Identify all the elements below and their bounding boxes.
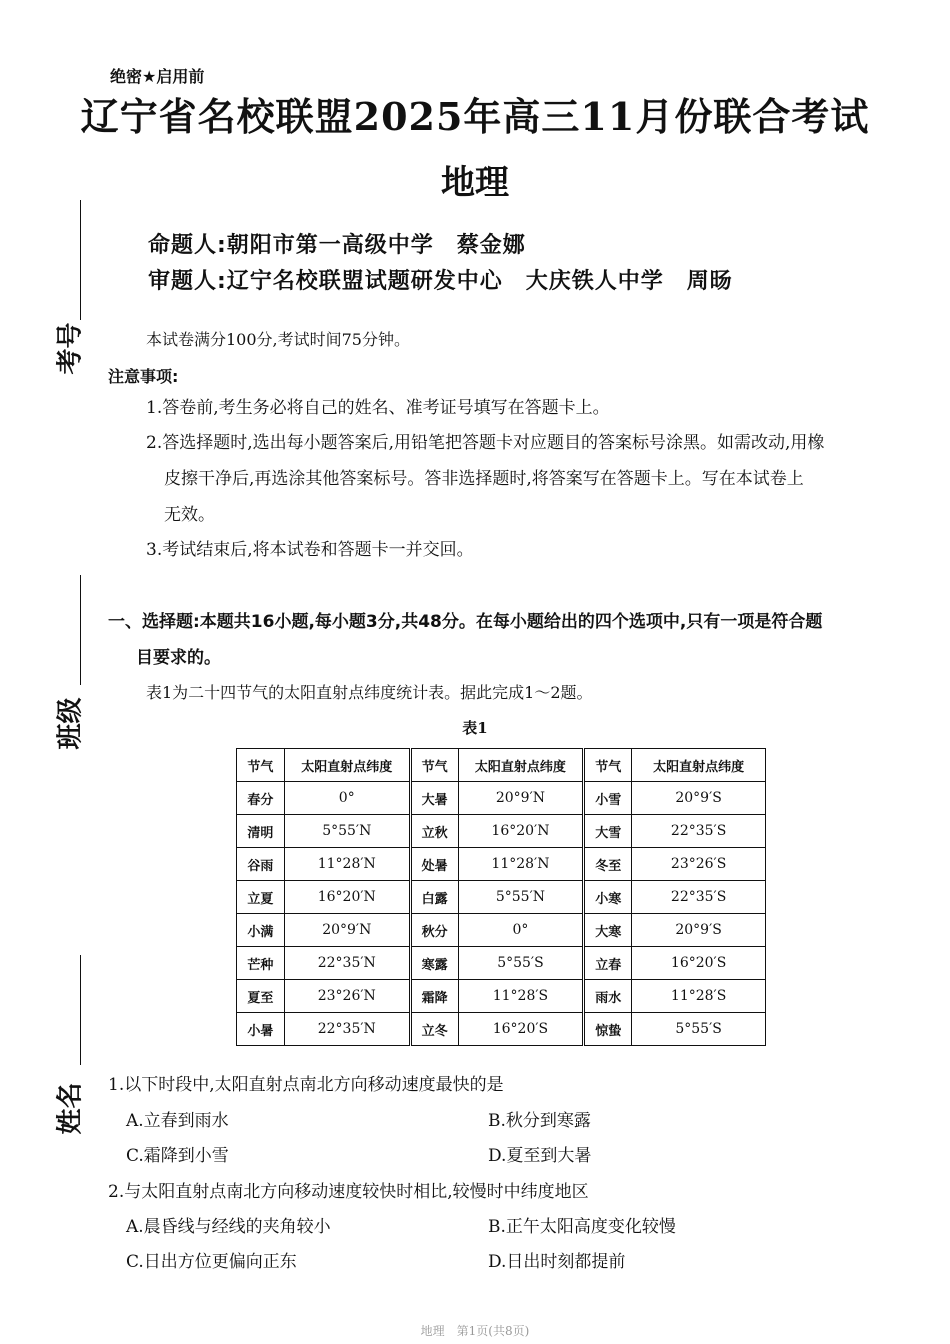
table-cell-latitude: 20°9′N	[284, 914, 410, 947]
page-footer: 地理 第1页(共8页)	[420, 1324, 530, 1338]
table-cell-latitude: 20°9′S	[632, 914, 766, 947]
notice-item-2-line-1: 2.答选择题时,选出每小题答案后,用铅笔把答题卡对应题目的答案标号涂黑。如需改动,用橡	[146, 433, 825, 453]
notice-item-2-line-3: 无效。	[164, 505, 215, 525]
question-2-option-b[interactable]: B.正午太阳高度变化较慢	[488, 1217, 676, 1237]
question-1-stem: 1.以下时段中,太阳直射点南北方向移动速度最快的是	[108, 1075, 504, 1095]
name-line	[80, 955, 81, 1065]
table-row	[237, 881, 766, 914]
notice-item-2-line-2: 皮擦干净后,再选涂其他答案标号。答非选择题时,将答案写在答题卡上。写在本试卷上	[164, 469, 804, 489]
table-cell-latitude: 20°9′S	[632, 782, 766, 815]
table-cell-term: 清明	[237, 815, 285, 848]
table-cell-latitude: 23°26′N	[284, 980, 410, 1013]
secret-label: 绝密★启用前	[110, 67, 205, 86]
table-cell-term: 夏至	[237, 980, 285, 1013]
table-cell-latitude: 16°20′N	[458, 815, 584, 848]
notice-heading: 注意事项:	[108, 367, 179, 386]
table-cell-latitude: 20°9′N	[458, 782, 584, 815]
table-cell-term: 大雪	[584, 815, 632, 848]
table-cell-latitude: 11°28′S	[458, 980, 584, 1013]
table-row	[237, 782, 766, 815]
question-1-option-b[interactable]: B.秋分到寒露	[488, 1111, 591, 1131]
table-cell-term: 大寒	[584, 914, 632, 947]
table-cell-latitude: 16°20′S	[458, 1013, 584, 1046]
table-cell-term: 春分	[237, 782, 285, 815]
reviewer-line: 审题人:辽宁名校联盟试题研发中心 大庆铁人中学 周旸	[148, 269, 733, 294]
table-row	[237, 1013, 766, 1046]
exam-intro: 本试卷满分100分,考试时间75分钟。	[146, 330, 410, 349]
table-cell-term: 冬至	[584, 848, 632, 881]
side-label-class: 班级	[55, 697, 86, 750]
table-cell-term: 秋分	[410, 914, 458, 947]
exam-title: 辽宁省名校联盟2025年高三11月份联合考试	[80, 94, 870, 139]
header-latitude: 太阳直射点纬度	[284, 749, 410, 782]
table-cell-latitude: 5°55′S	[632, 1013, 766, 1046]
table-cell-term: 立秋	[410, 815, 458, 848]
header-latitude: 太阳直射点纬度	[632, 749, 766, 782]
section-heading	[108, 604, 918, 676]
table-caption: 表1	[462, 719, 488, 737]
table-cell-latitude: 23°26′S	[632, 848, 766, 881]
section-heading-line-1: 一、选择题:本题共16小题,每小题3分,共48分。在每小题给出的四个选项中,只有一项是符合题	[108, 612, 823, 632]
table-row	[237, 980, 766, 1013]
table-cell-term: 芒种	[237, 947, 285, 980]
table-row	[237, 815, 766, 848]
table-cell-term: 大暑	[410, 782, 458, 815]
class-line	[80, 575, 81, 685]
table-cell-term: 雨水	[584, 980, 632, 1013]
question-1-option-a[interactable]: A.立春到雨水	[126, 1111, 229, 1131]
solar-terms-table	[236, 748, 766, 1046]
table-cell-term: 立春	[584, 947, 632, 980]
table-cell-latitude: 5°55′S	[458, 947, 584, 980]
table-cell-term: 谷雨	[237, 848, 285, 881]
table-lead-text: 表1为二十四节气的太阳直射点纬度统计表。据此完成1～2题。	[146, 683, 593, 702]
table-cell-latitude: 22°35′S	[632, 881, 766, 914]
table-cell-latitude: 11°28′N	[284, 848, 410, 881]
table-cell-term: 小暑	[237, 1013, 285, 1046]
table-cell-term: 霜降	[410, 980, 458, 1013]
header-latitude: 太阳直射点纬度	[458, 749, 584, 782]
table-cell-term: 立冬	[410, 1013, 458, 1046]
table-cell-latitude: 22°35′N	[284, 1013, 410, 1046]
table-cell-latitude: 0°	[284, 782, 410, 815]
header-term: 节气	[584, 749, 632, 782]
table-cell-latitude: 0°	[458, 914, 584, 947]
table-cell-term: 小满	[237, 914, 285, 947]
table-cell-latitude: 5°55′N	[458, 881, 584, 914]
subject-title: 地理	[441, 163, 509, 203]
table-cell-term: 惊蛰	[584, 1013, 632, 1046]
side-label-name: 姓名	[55, 1082, 86, 1135]
table-row	[237, 914, 766, 947]
question-1-option-c[interactable]: C.霜降到小雪	[126, 1146, 229, 1166]
notice-item-1: 1.答卷前,考生务必将自己的姓名、准考证号填写在答题卡上。	[146, 398, 610, 418]
table-cell-term: 白露	[410, 881, 458, 914]
table-cell-term: 寒露	[410, 947, 458, 980]
side-label-exam-no: 考号	[55, 322, 86, 375]
table-cell-latitude: 11°28′N	[458, 848, 584, 881]
question-2-option-c[interactable]: C.日出方位更偏向正东	[126, 1252, 297, 1272]
table-cell-latitude: 16°20′S	[632, 947, 766, 980]
question-1-option-d[interactable]: D.夏至到大暑	[488, 1146, 592, 1166]
table-header-row	[237, 749, 766, 782]
question-2-stem: 2.与太阳直射点南北方向移动速度较快时相比,较慢时中纬度地区	[108, 1182, 589, 1202]
question-2-option-a[interactable]: A.晨昏线与经线的夹角较小	[126, 1217, 331, 1237]
header-term: 节气	[410, 749, 458, 782]
table-row	[237, 947, 766, 980]
notice-item-2	[146, 425, 916, 533]
table-cell-latitude: 5°55′N	[284, 815, 410, 848]
header-term: 节气	[237, 749, 285, 782]
question-2-option-d[interactable]: D.日出时刻都提前	[488, 1252, 626, 1272]
table-row	[237, 848, 766, 881]
table-cell-term: 处暑	[410, 848, 458, 881]
table-cell-term: 立夏	[237, 881, 285, 914]
author-line: 命题人:朝阳市第一高级中学 蔡金娜	[148, 233, 526, 258]
table-cell-term: 小雪	[584, 782, 632, 815]
table-cell-term: 小寒	[584, 881, 632, 914]
table-cell-latitude: 22°35′N	[284, 947, 410, 980]
section-heading-line-2: 目要求的。	[136, 648, 221, 668]
exam-no-line	[80, 200, 81, 320]
table-cell-latitude: 11°28′S	[632, 980, 766, 1013]
table-cell-latitude: 16°20′N	[284, 881, 410, 914]
table-cell-latitude: 22°35′S	[632, 815, 766, 848]
notice-item-3: 3.考试结束后,将本试卷和答题卡一并交回。	[146, 540, 474, 560]
